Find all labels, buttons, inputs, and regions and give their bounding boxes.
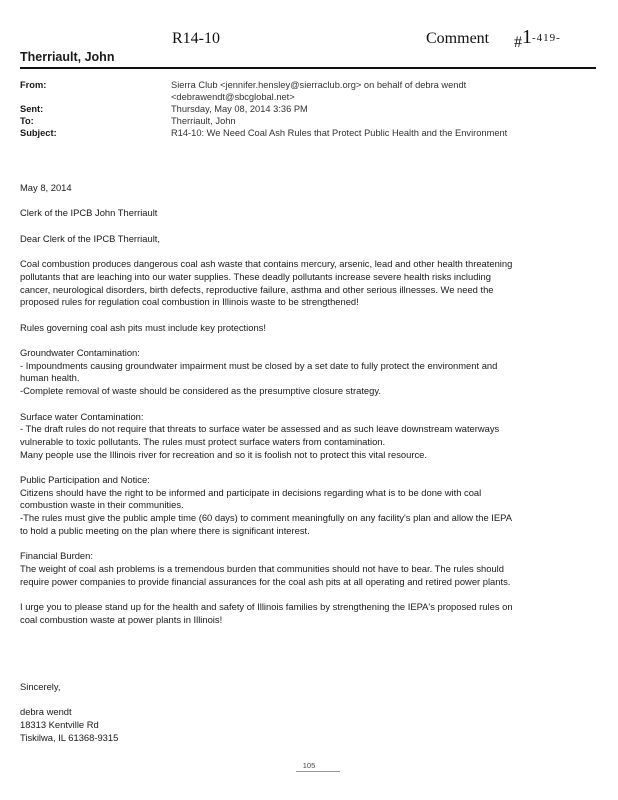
header-divider [20,67,596,69]
signature-block [20,681,118,745]
page-number-rule [296,771,340,772]
sign-off: Sincerely, [20,681,61,692]
comment-number-value: 1 [522,26,532,48]
section-heading: Surface water Contamination: [20,410,144,422]
text-line: -Complete removal of waste should be considered as the presumptive closure strategy. [20,385,381,397]
letter-date: May 8, 2014 [20,182,72,193]
signer-city: Tiskilwa, IL 61368-9315 [20,731,119,743]
text-line: - The draft rules do not require that threats to surface water be assessed and as such leave downstream waterways [20,423,500,435]
recipient-name: Therriault, John [20,50,115,64]
text-line: The weight of coal ash problems is a tremendous burden that communities should not have to bear. The rules should [20,562,504,574]
text-line: Citizens should have the right to be informed and participate in decisions regarding what is to be done with coal [20,486,482,498]
text-line: coal combustion waste at power plants in Illinois! [20,613,223,625]
surface-water-section [20,411,572,462]
to-label: To: [20,116,34,126]
comment-number [514,26,561,53]
section-heading: Financial Burden: [20,550,93,562]
text-line: human health. [20,372,80,384]
public-participation-section [20,474,572,538]
to-value: Therriault, John [171,116,236,126]
text-line: to hold a public meeting on the plan where there is significant interest. [20,524,310,536]
intro-paragraph [20,258,572,309]
text-line: Coal combustion produces dangerous coal ash waste that contains mercury, arsenic, lead and other health threatening [20,258,513,270]
docket-number: R14-10 [172,30,220,47]
comment-number-suffix: -419- [532,32,561,44]
section-heading: Groundwater Contamination: [20,347,140,359]
from-label: From: [20,80,47,90]
letter-salutation: Dear Clerk of the IPCB Therriault, [20,232,160,244]
text-line: proposed rules for regulation coal combustion in Illinois waste to be strengthened! [20,296,359,308]
comment-label: Comment [426,30,490,47]
sent-label: Sent: [20,104,44,114]
from-value: Sierra Club <jennifer.hensley@sierraclub.org> on behalf of debra wendt [171,80,467,90]
groundwater-section [20,347,572,398]
signer-name: debra wendt [20,706,72,718]
subject-label: Subject: [20,128,57,138]
text-line: require power companies to provide financial assurances for the coal ash pits at all operating and retired power plants. [20,575,511,587]
text-line: Many people use the Illinois river for recreation and so it is foolish not to protect this vital resource. [20,448,427,460]
text-line: vulnerable to toxic pollutants. The rules must protect surface waters from contamination. [20,435,386,447]
closing-paragraph [20,601,572,626]
text-line: cancer, neurological disorders, birth defects, reproductive failure, asthma and other serious illnesses. We need the [20,283,494,295]
financial-section [20,550,572,588]
sent-value: Thursday, May 08, 2014 3:36 PM [171,104,308,114]
text-line: I urge you to please stand up for the health and safety of Illinois families by strengthening the IEPA's proposed rules on [20,601,513,613]
text-line: combustion waste in their communities. [20,499,184,511]
letter-body [20,182,572,639]
from-value-email: <debrawendt@sbcglobal.net> [171,92,295,102]
rules-intro: Rules governing coal ash pits must include key protections! [20,321,266,333]
subject-value: R14-10: We Need Coal Ash Rules that Protect Public Health and the Environment [171,128,508,138]
section-heading: Public Participation and Notice: [20,474,150,486]
page-number: 105 [302,761,316,770]
comment-hash: # [514,34,522,51]
letter-addressee: Clerk of the IPCB John Therriault [20,207,158,219]
text-line: - Impoundments causing groundwater impairment must be closed by a set date to fully protect the environment and [20,359,498,371]
signer-street: 18313 Kentville Rd [20,719,99,731]
text-line: -The rules must give the public ample time (60 days) to comment meaningfully on any facility's plan and allow the IEPA [20,512,512,524]
text-line: pollutants that are leaching into our water supplies. These deadly pollutants increase severe health risks including [20,270,491,282]
